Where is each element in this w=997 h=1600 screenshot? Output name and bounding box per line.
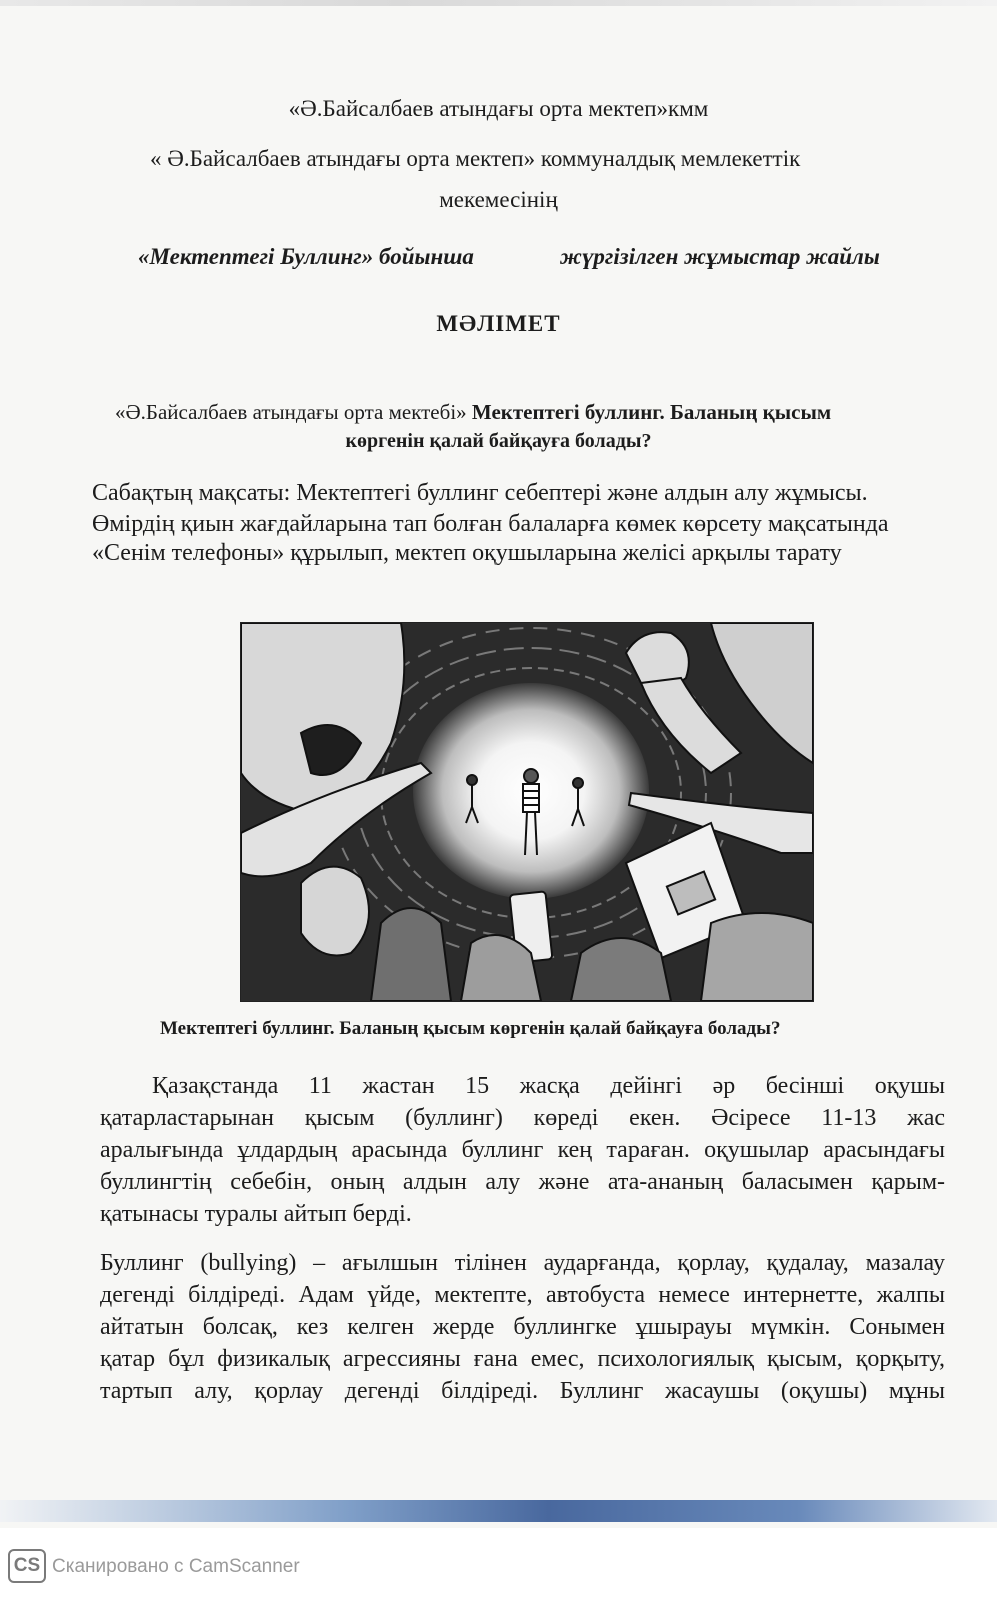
scan-bottom-edge [0,1500,997,1522]
school-short-name: «Ә.Байсалбаев атындағы орта мектеп»кмм [288,96,709,121]
scan-top-edge [0,0,997,6]
paragraph1-line4: буллингтің себебін, оның алдын алу және ата-ананың баласымен қарым- [100,1169,945,1195]
paragraph2-line2: дегенді білдіреді. Адам үйде, мектепте, автобуста немесе интернетте, жалпы [100,1282,945,1308]
paragraph1-line5: қатынасы туралы айтып берді. [100,1201,412,1227]
document-type-heading: МӘЛІМЕТ [436,311,561,336]
school-full-name-line2: мекемесінің [439,187,558,212]
purpose-line3: «Сенім телефоны» құрылып, мектеп оқушыларына желісі арқылы тарату [92,540,842,566]
topic-title-part2: жүргізілген жұмыстар жайлы [560,244,880,269]
paragraph2-line3: айтатын болсақ, кез келген жерде буллингке ұшырауы мүмкін. Сонымен [100,1314,945,1340]
paragraph2-line4: қатар бұл физикалық агрессияны ғана емес, психологиялық қысым, қорқыту, [100,1346,945,1372]
subtitle-line1 [115,400,831,425]
paragraph1-line3: аралығында ұлдардың арасында буллинг кең тараған. оқушылар арасындағы [100,1137,945,1163]
paragraph2-line5: тартып алу, қорлау дегенді білдіреді. Буллинг жасаушы (оқушы) мұны [100,1378,945,1404]
topic-title-part1: «Мектептегі Буллинг» бойынша [138,244,474,269]
subtitle-school-ref: «Ә.Байсалбаев атындағы орта мектебі» [115,400,467,424]
camscanner-logo-icon: CS [8,1549,46,1583]
subtitle-line2: көргенін қалай байқауға болады? [345,430,652,452]
bullying-illustration [240,622,814,1002]
paragraph1-line2: қатарластарынан қысым (буллинг) көреді екен. Әсіресе 11-13 жас [100,1105,945,1131]
figure-caption: Мектептегі буллинг. Баланың қысым көргенін қалай байқауға болады? [160,1018,781,1039]
paragraph1-line1: Қазақстанда 11 жастан 15 жасқа дейінгі әр бесінші оқушы [152,1073,945,1099]
subtitle-bold-part1: Мектептегі буллинг. Баланың қысым [471,400,832,424]
school-full-name-line1: « Ә.Байсалбаев атындағы орта мектеп» коммуналдық мемлекеттік [150,146,801,171]
paragraph2-line1: Буллинг (bullying) – ағылшын тілінен аударғанда, қорлау, қудалау, мазалау [100,1250,945,1276]
camscanner-watermark: Сканировано с CamScanner [52,1556,300,1577]
purpose-line1: Сабақтың мақсаты: Мектептегі буллинг себептері және алдын алу жұмысы. [92,480,868,506]
purpose-line2: Өмірдің қиын жағдайларына тап болған балаларға көмек көрсету мақсатында [92,511,889,537]
